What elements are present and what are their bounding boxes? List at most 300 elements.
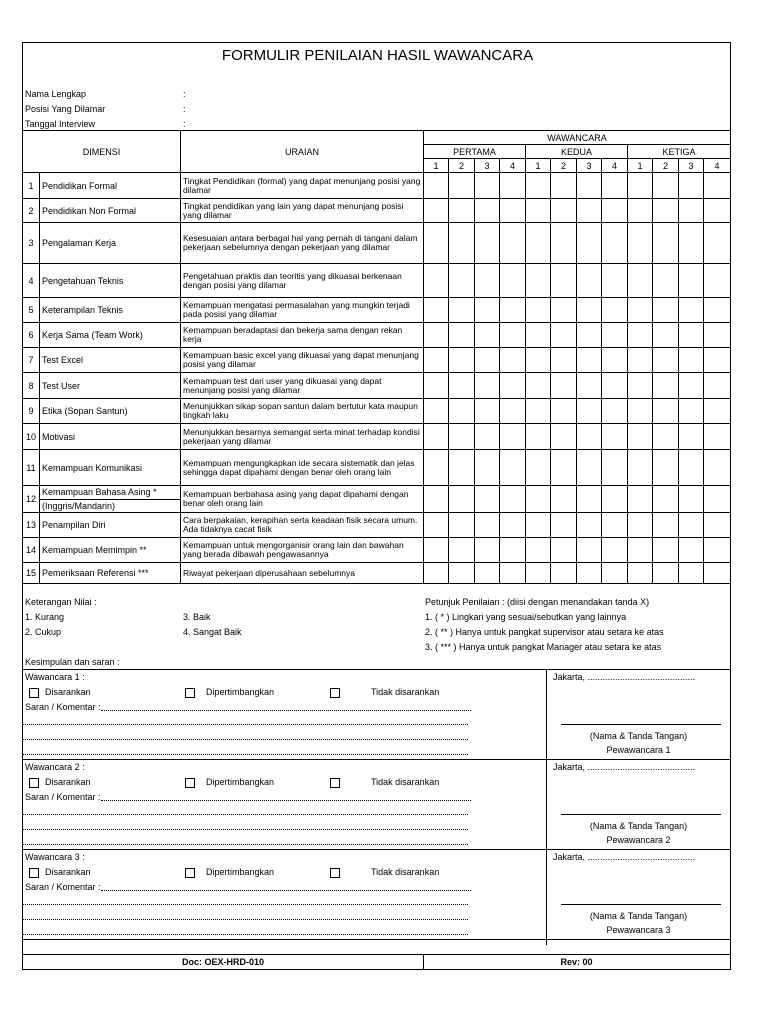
score-cell[interactable] xyxy=(475,173,500,199)
score-cell[interactable] xyxy=(424,538,449,563)
score-cell[interactable] xyxy=(577,424,602,450)
score-cell[interactable] xyxy=(704,450,731,486)
score-cell[interactable] xyxy=(424,298,449,323)
score-cell[interactable] xyxy=(628,538,653,563)
score-cell[interactable] xyxy=(704,373,731,399)
option-recommended: Disarankan xyxy=(45,867,91,877)
row-uraian: Kemampuan untuk mengorganisir orang lain dan bawahan yang berada dibawah pengawasannya xyxy=(181,538,424,563)
score-cell[interactable] xyxy=(475,348,500,373)
score-cell[interactable] xyxy=(424,348,449,373)
score-cell[interactable] xyxy=(475,399,500,424)
place-date: Jakarta, ........................................... xyxy=(553,852,696,862)
score-cell[interactable] xyxy=(628,323,653,348)
score-cell[interactable] xyxy=(424,264,449,298)
score-cell[interactable] xyxy=(653,348,679,373)
score-cell[interactable] xyxy=(475,223,500,264)
form-sheet xyxy=(22,42,731,970)
table-row xyxy=(23,264,731,298)
score-cell[interactable] xyxy=(602,486,628,513)
score-cell[interactable] xyxy=(653,538,679,563)
score-cell[interactable] xyxy=(424,373,449,399)
score-cell[interactable] xyxy=(704,538,731,563)
score-cell[interactable] xyxy=(679,486,704,513)
score-cell[interactable] xyxy=(500,298,526,323)
score-cell[interactable] xyxy=(602,298,628,323)
row-dimensi-line2: (Inggris/Mandarin) xyxy=(42,501,116,511)
keterangan-3: 3. Baik xyxy=(183,612,211,622)
score-cell[interactable] xyxy=(628,199,653,223)
table-row xyxy=(23,538,731,563)
table-row xyxy=(23,223,731,264)
option-consider: Dipertimbangkan xyxy=(206,867,275,877)
score-cell[interactable] xyxy=(551,486,577,513)
score-cell[interactable] xyxy=(628,264,653,298)
score-cell[interactable] xyxy=(424,199,449,223)
keterangan-1: 1. Kurang xyxy=(25,612,65,622)
score-cell[interactable] xyxy=(551,223,577,264)
signature-line[interactable] xyxy=(561,724,721,725)
wawancara-header: WAWANCARA xyxy=(424,131,731,145)
score-cell[interactable] xyxy=(449,298,475,323)
keterangan-4: 4. Sangat Baik xyxy=(183,627,242,637)
table-row xyxy=(23,348,731,373)
checkbox-consider[interactable] xyxy=(185,778,195,788)
score-cell[interactable] xyxy=(704,323,731,348)
round-ketiga: KETIGA xyxy=(628,145,731,159)
comment-line[interactable] xyxy=(23,904,468,905)
row-dimensi: Kemampuan Memimpin ** xyxy=(40,538,181,563)
row-dimensi: Keterampilan Teknis xyxy=(40,298,181,323)
score-cell[interactable] xyxy=(551,298,577,323)
row-uraian: Kesesuaian antara berbagai hal yang pernah di tangani dalam pekerjaan sebelumnya dengan pekerjaan yang dilamar xyxy=(181,223,424,264)
score-header-3-1: 1 xyxy=(628,159,653,173)
score-cell[interactable] xyxy=(449,538,475,563)
score-cell[interactable] xyxy=(628,513,653,538)
score-cell[interactable] xyxy=(449,513,475,538)
interview-label: Wawancara 3 : xyxy=(25,852,85,862)
score-cell[interactable] xyxy=(475,538,500,563)
field-nama-label: Nama Lengkap xyxy=(25,89,87,99)
score-cell[interactable] xyxy=(602,450,628,486)
checkbox-consider[interactable] xyxy=(185,688,195,698)
score-cell[interactable] xyxy=(577,348,602,373)
score-cell[interactable] xyxy=(526,424,551,450)
row-number: 8 xyxy=(23,373,40,399)
score-cell[interactable] xyxy=(551,264,577,298)
score-cell[interactable] xyxy=(424,399,449,424)
score-cell[interactable] xyxy=(704,513,731,538)
score-cell[interactable] xyxy=(475,513,500,538)
score-cell[interactable] xyxy=(679,223,704,264)
score-cell[interactable] xyxy=(602,399,628,424)
checkbox-not-recommended[interactable] xyxy=(330,778,340,788)
petunjuk-title: Petunjuk Penilaian : (diisi dengan menandakan tanda X) xyxy=(425,597,650,607)
score-cell[interactable] xyxy=(475,424,500,450)
score-cell[interactable] xyxy=(526,323,551,348)
score-cell[interactable] xyxy=(628,298,653,323)
checkbox-not-recommended[interactable] xyxy=(330,688,340,698)
row-number: 14 xyxy=(23,538,40,563)
comment-line[interactable] xyxy=(23,934,468,935)
score-cell[interactable] xyxy=(704,199,731,223)
signature-line[interactable] xyxy=(561,904,721,905)
score-cell[interactable] xyxy=(577,513,602,538)
score-cell[interactable] xyxy=(577,173,602,199)
score-cell[interactable] xyxy=(602,173,628,199)
keterangan-2: 2. Cukup xyxy=(25,627,62,637)
score-cell[interactable] xyxy=(449,424,475,450)
row-uraian: Kemampuan basic excel yang dikuasai yang dapat menunjang posisi yang dilamar xyxy=(181,348,424,373)
score-cell[interactable] xyxy=(424,173,449,199)
score-cell[interactable] xyxy=(628,373,653,399)
score-cell[interactable] xyxy=(475,450,500,486)
score-cell[interactable] xyxy=(602,348,628,373)
signature-caption: (Nama & Tanda Tangan) xyxy=(589,731,688,741)
score-cell[interactable] xyxy=(602,323,628,348)
checkbox-not-recommended[interactable] xyxy=(330,868,340,878)
score-cell[interactable] xyxy=(628,563,653,584)
score-cell[interactable] xyxy=(679,348,704,373)
score-cell[interactable] xyxy=(704,424,731,450)
score-cell[interactable] xyxy=(602,373,628,399)
score-cell[interactable] xyxy=(526,373,551,399)
score-cell[interactable] xyxy=(602,264,628,298)
footer-divider-top xyxy=(23,939,730,940)
table-row xyxy=(23,323,731,348)
score-cell[interactable] xyxy=(500,223,526,264)
row-dimensi: Motivasi xyxy=(40,424,181,450)
signature-line[interactable] xyxy=(561,814,721,815)
score-cell[interactable] xyxy=(653,298,679,323)
comment-line[interactable] xyxy=(23,844,468,845)
score-cell[interactable] xyxy=(704,298,731,323)
option-not-recommended: Tidak disarankan xyxy=(371,687,440,697)
comment-line[interactable] xyxy=(23,919,468,920)
saran-line[interactable] xyxy=(101,800,471,801)
score-cell[interactable] xyxy=(551,563,577,584)
score-cell[interactable] xyxy=(653,563,679,584)
score-cell[interactable] xyxy=(526,563,551,584)
row-uraian: Kemampuan beradaptasi dan bekerja sama dengan rekan kerja xyxy=(181,323,424,348)
score-cell[interactable] xyxy=(628,450,653,486)
score-cell[interactable] xyxy=(653,223,679,264)
score-cell[interactable] xyxy=(577,563,602,584)
comment-line[interactable] xyxy=(23,814,468,815)
score-header-1-4: 4 xyxy=(500,159,526,173)
score-cell[interactable] xyxy=(551,348,577,373)
signature-caption: (Nama & Tanda Tangan) xyxy=(589,821,688,831)
score-cell[interactable] xyxy=(475,298,500,323)
row-uraian: Kemampuan mengungkapkan ide secara sistematik dan jelas sehingga dapat dipahami dengan benar oleh orang lain xyxy=(181,450,424,486)
score-cell[interactable] xyxy=(628,486,653,513)
score-cell[interactable] xyxy=(679,323,704,348)
score-cell[interactable] xyxy=(500,486,526,513)
score-cell[interactable] xyxy=(602,563,628,584)
score-cell[interactable] xyxy=(424,563,449,584)
score-cell[interactable] xyxy=(500,450,526,486)
score-cell[interactable] xyxy=(551,199,577,223)
score-cell[interactable] xyxy=(551,450,577,486)
score-cell[interactable] xyxy=(653,450,679,486)
score-cell[interactable] xyxy=(551,399,577,424)
score-cell[interactable] xyxy=(653,513,679,538)
score-cell[interactable] xyxy=(449,264,475,298)
score-cell[interactable] xyxy=(704,173,731,199)
score-cell[interactable] xyxy=(679,450,704,486)
signer-title: Pewawancara 2 xyxy=(606,835,671,845)
row-number: 15 xyxy=(23,563,40,584)
interview-label: Wawancara 2 : xyxy=(25,762,85,772)
score-cell[interactable] xyxy=(577,373,602,399)
score-cell[interactable] xyxy=(653,199,679,223)
score-cell[interactable] xyxy=(628,173,653,199)
saran-line[interactable] xyxy=(101,890,471,891)
score-cell[interactable] xyxy=(679,373,704,399)
score-header-3-2: 2 xyxy=(653,159,679,173)
score-cell[interactable] xyxy=(602,223,628,264)
score-header-2-1: 1 xyxy=(526,159,551,173)
score-header-2-2: 2 xyxy=(551,159,577,173)
score-cell[interactable] xyxy=(475,373,500,399)
score-cell[interactable] xyxy=(704,348,731,373)
score-cell[interactable] xyxy=(628,399,653,424)
keterangan-title: Keterangan Nilai : xyxy=(25,597,97,607)
score-cell[interactable] xyxy=(602,424,628,450)
option-consider: Dipertimbangkan xyxy=(206,777,275,787)
score-cell[interactable] xyxy=(551,373,577,399)
score-header-1-3: 3 xyxy=(475,159,500,173)
row-number: 11 xyxy=(23,450,40,486)
doc-number: Doc: OEX-HRD-010 xyxy=(181,957,264,967)
row-uraian: Kemampuan test dari user yang dikuasai yang dapat menunjang posisi yang dilamar xyxy=(181,373,424,399)
score-cell[interactable] xyxy=(475,323,500,348)
score-cell[interactable] xyxy=(500,563,526,584)
table-row xyxy=(23,199,731,223)
score-cell[interactable] xyxy=(500,399,526,424)
score-cell[interactable] xyxy=(424,223,449,264)
score-cell[interactable] xyxy=(628,348,653,373)
score-header-1-2: 2 xyxy=(449,159,475,173)
score-cell[interactable] xyxy=(577,486,602,513)
score-cell[interactable] xyxy=(526,450,551,486)
row-uraian: Kemampuan mengatasi permasalahan yang mungkin terjadi pada posisi yang dilamar xyxy=(181,298,424,323)
score-cell[interactable] xyxy=(526,399,551,424)
petunjuk-1: 1. ( * ) Lingkari yang sesuai/sebutkan yang lainnya xyxy=(425,612,627,622)
score-cell[interactable] xyxy=(424,424,449,450)
score-cell[interactable] xyxy=(449,173,475,199)
score-cell[interactable] xyxy=(628,223,653,264)
checkbox-recommended[interactable] xyxy=(29,688,39,698)
option-not-recommended: Tidak disarankan xyxy=(371,867,440,877)
row-uraian: Menunjukkan besarnya semangat serta minat terhadap kondisi pekerjaan yang dilamar xyxy=(181,424,424,450)
score-cell[interactable] xyxy=(526,298,551,323)
score-cell[interactable] xyxy=(500,513,526,538)
score-cell[interactable] xyxy=(449,563,475,584)
score-cell[interactable] xyxy=(577,450,602,486)
place-date: Jakarta, ........................................... xyxy=(553,672,696,682)
field-tanggal-colon: : xyxy=(183,119,186,129)
row-dimensi: Test Excel xyxy=(40,348,181,373)
score-cell[interactable] xyxy=(577,199,602,223)
score-cell[interactable] xyxy=(679,424,704,450)
comment-line[interactable] xyxy=(23,724,468,725)
row-dimensi: Kemampuan Komunikasi xyxy=(40,450,181,486)
table-row xyxy=(23,513,731,538)
row-number: 5 xyxy=(23,298,40,323)
checkbox-recommended[interactable] xyxy=(29,778,39,788)
score-cell[interactable] xyxy=(526,538,551,563)
score-cell[interactable] xyxy=(679,538,704,563)
score-cell[interactable] xyxy=(500,264,526,298)
row-number: 3 xyxy=(23,223,40,264)
score-cell[interactable] xyxy=(653,264,679,298)
checkbox-consider[interactable] xyxy=(185,868,195,878)
score-cell[interactable] xyxy=(551,538,577,563)
table-row xyxy=(23,373,731,399)
petunjuk-2: 2. ( ** ) Hanya untuk pangkat supervisor atau setara ke atas xyxy=(425,627,664,637)
field-tanggal-label: Tanggal Interview xyxy=(25,119,96,129)
row-uraian: Tingkat Pendidikan (formal) yang dapat menunjang posisi yang dilamar xyxy=(181,173,424,199)
score-cell[interactable] xyxy=(653,323,679,348)
score-cell[interactable] xyxy=(526,513,551,538)
score-cell[interactable] xyxy=(653,173,679,199)
row-dimensi: Pendidikan Formal xyxy=(40,173,181,199)
score-cell[interactable] xyxy=(500,538,526,563)
score-cell[interactable] xyxy=(500,424,526,450)
row-dimensi: Penampilan Diri xyxy=(40,513,181,538)
score-cell[interactable] xyxy=(704,399,731,424)
score-cell[interactable] xyxy=(551,173,577,199)
score-cell[interactable] xyxy=(449,323,475,348)
score-cell[interactable] xyxy=(602,199,628,223)
score-cell[interactable] xyxy=(449,399,475,424)
score-cell[interactable] xyxy=(500,173,526,199)
score-cell[interactable] xyxy=(526,199,551,223)
table-row xyxy=(23,298,731,323)
saran-label: Saran / Komentar : xyxy=(25,882,101,892)
score-cell[interactable] xyxy=(679,199,704,223)
score-cell[interactable] xyxy=(526,173,551,199)
interview-block-divider xyxy=(23,669,730,670)
score-cell[interactable] xyxy=(424,323,449,348)
saran-line[interactable] xyxy=(101,710,471,711)
dimensi-header: DIMENSI xyxy=(23,131,181,173)
score-cell[interactable] xyxy=(449,199,475,223)
score-header-3-4: 4 xyxy=(704,159,731,173)
score-cell[interactable] xyxy=(449,373,475,399)
field-posisi-colon: : xyxy=(183,104,186,114)
score-cell[interactable] xyxy=(704,264,731,298)
score-cell[interactable] xyxy=(577,264,602,298)
score-cell[interactable] xyxy=(577,323,602,348)
score-cell[interactable] xyxy=(475,264,500,298)
comment-line[interactable] xyxy=(23,754,468,755)
score-header-1-1: 1 xyxy=(424,159,449,173)
score-cell[interactable] xyxy=(551,424,577,450)
score-cell[interactable] xyxy=(602,513,628,538)
row-number: 1 xyxy=(23,173,40,199)
row-number: 9 xyxy=(23,399,40,424)
score-cell[interactable] xyxy=(551,513,577,538)
score-cell[interactable] xyxy=(526,348,551,373)
score-cell[interactable] xyxy=(577,223,602,264)
petunjuk-3: 3. ( *** ) Hanya untuk pangkat Manager atau setara ke atas xyxy=(425,642,662,652)
score-cell[interactable] xyxy=(449,450,475,486)
score-cell[interactable] xyxy=(679,298,704,323)
score-cell[interactable] xyxy=(602,538,628,563)
score-cell[interactable] xyxy=(424,513,449,538)
score-cell[interactable] xyxy=(679,399,704,424)
score-cell[interactable] xyxy=(653,373,679,399)
score-cell[interactable] xyxy=(679,563,704,584)
table-row xyxy=(23,399,731,424)
score-cell[interactable] xyxy=(577,538,602,563)
score-cell[interactable] xyxy=(424,450,449,486)
row-dimensi-line1: Kemampuan Bahasa Asing * xyxy=(40,486,180,500)
score-cell[interactable] xyxy=(475,199,500,223)
score-cell[interactable] xyxy=(679,173,704,199)
signature-caption: (Nama & Tanda Tangan) xyxy=(589,911,688,921)
score-cell[interactable] xyxy=(679,264,704,298)
score-cell[interactable] xyxy=(653,486,679,513)
signer-title: Pewawancara 3 xyxy=(606,925,671,935)
place-date: Jakarta, ........................................... xyxy=(553,762,696,772)
score-cell[interactable] xyxy=(704,486,731,513)
score-cell[interactable] xyxy=(475,563,500,584)
score-cell[interactable] xyxy=(526,264,551,298)
score-cell[interactable] xyxy=(424,486,449,513)
table-row xyxy=(23,486,731,513)
score-cell[interactable] xyxy=(679,513,704,538)
score-cell[interactable] xyxy=(653,424,679,450)
row-dimensi: Pengetahuan Teknis xyxy=(40,264,181,298)
saran-label: Saran / Komentar : xyxy=(25,792,101,802)
score-cell[interactable] xyxy=(653,399,679,424)
form-title: FORMULIR PENILAIAN HASIL WAWANCARA xyxy=(221,47,534,64)
row-number: 7 xyxy=(23,348,40,373)
table-row xyxy=(23,424,731,450)
checkbox-recommended[interactable] xyxy=(29,868,39,878)
round-kedua: KEDUA xyxy=(526,145,628,159)
score-cell[interactable] xyxy=(449,486,475,513)
row-uraian: Cara berpakaian, kerapihan serta keadaan fisik secara umum. Ada tidaknya cacat fisik xyxy=(181,513,424,538)
score-cell[interactable] xyxy=(704,223,731,264)
field-posisi-label: Posisi Yang Dilamar xyxy=(25,104,106,114)
score-cell[interactable] xyxy=(526,223,551,264)
score-cell[interactable] xyxy=(551,323,577,348)
score-cell[interactable] xyxy=(475,486,500,513)
row-uraian: Menunjukkan sikap sopan santun dalam bertutur kata maupun tingkah laku xyxy=(181,399,424,424)
row-number: 2 xyxy=(23,199,40,223)
score-cell[interactable] xyxy=(449,223,475,264)
signer-title: Pewawancara 1 xyxy=(606,745,671,755)
score-cell[interactable] xyxy=(628,424,653,450)
score-cell[interactable] xyxy=(500,323,526,348)
score-cell[interactable] xyxy=(449,348,475,373)
interview-block-divider xyxy=(23,849,730,850)
score-cell[interactable] xyxy=(526,486,551,513)
row-number: 12 xyxy=(23,486,40,513)
score-header-2-3: 3 xyxy=(577,159,602,173)
comment-line[interactable] xyxy=(23,829,468,830)
score-cell[interactable] xyxy=(577,399,602,424)
score-cell[interactable] xyxy=(577,298,602,323)
score-cell[interactable] xyxy=(500,348,526,373)
score-cell[interactable] xyxy=(704,563,731,584)
score-cell[interactable] xyxy=(500,199,526,223)
score-cell[interactable] xyxy=(500,373,526,399)
comment-line[interactable] xyxy=(23,739,468,740)
